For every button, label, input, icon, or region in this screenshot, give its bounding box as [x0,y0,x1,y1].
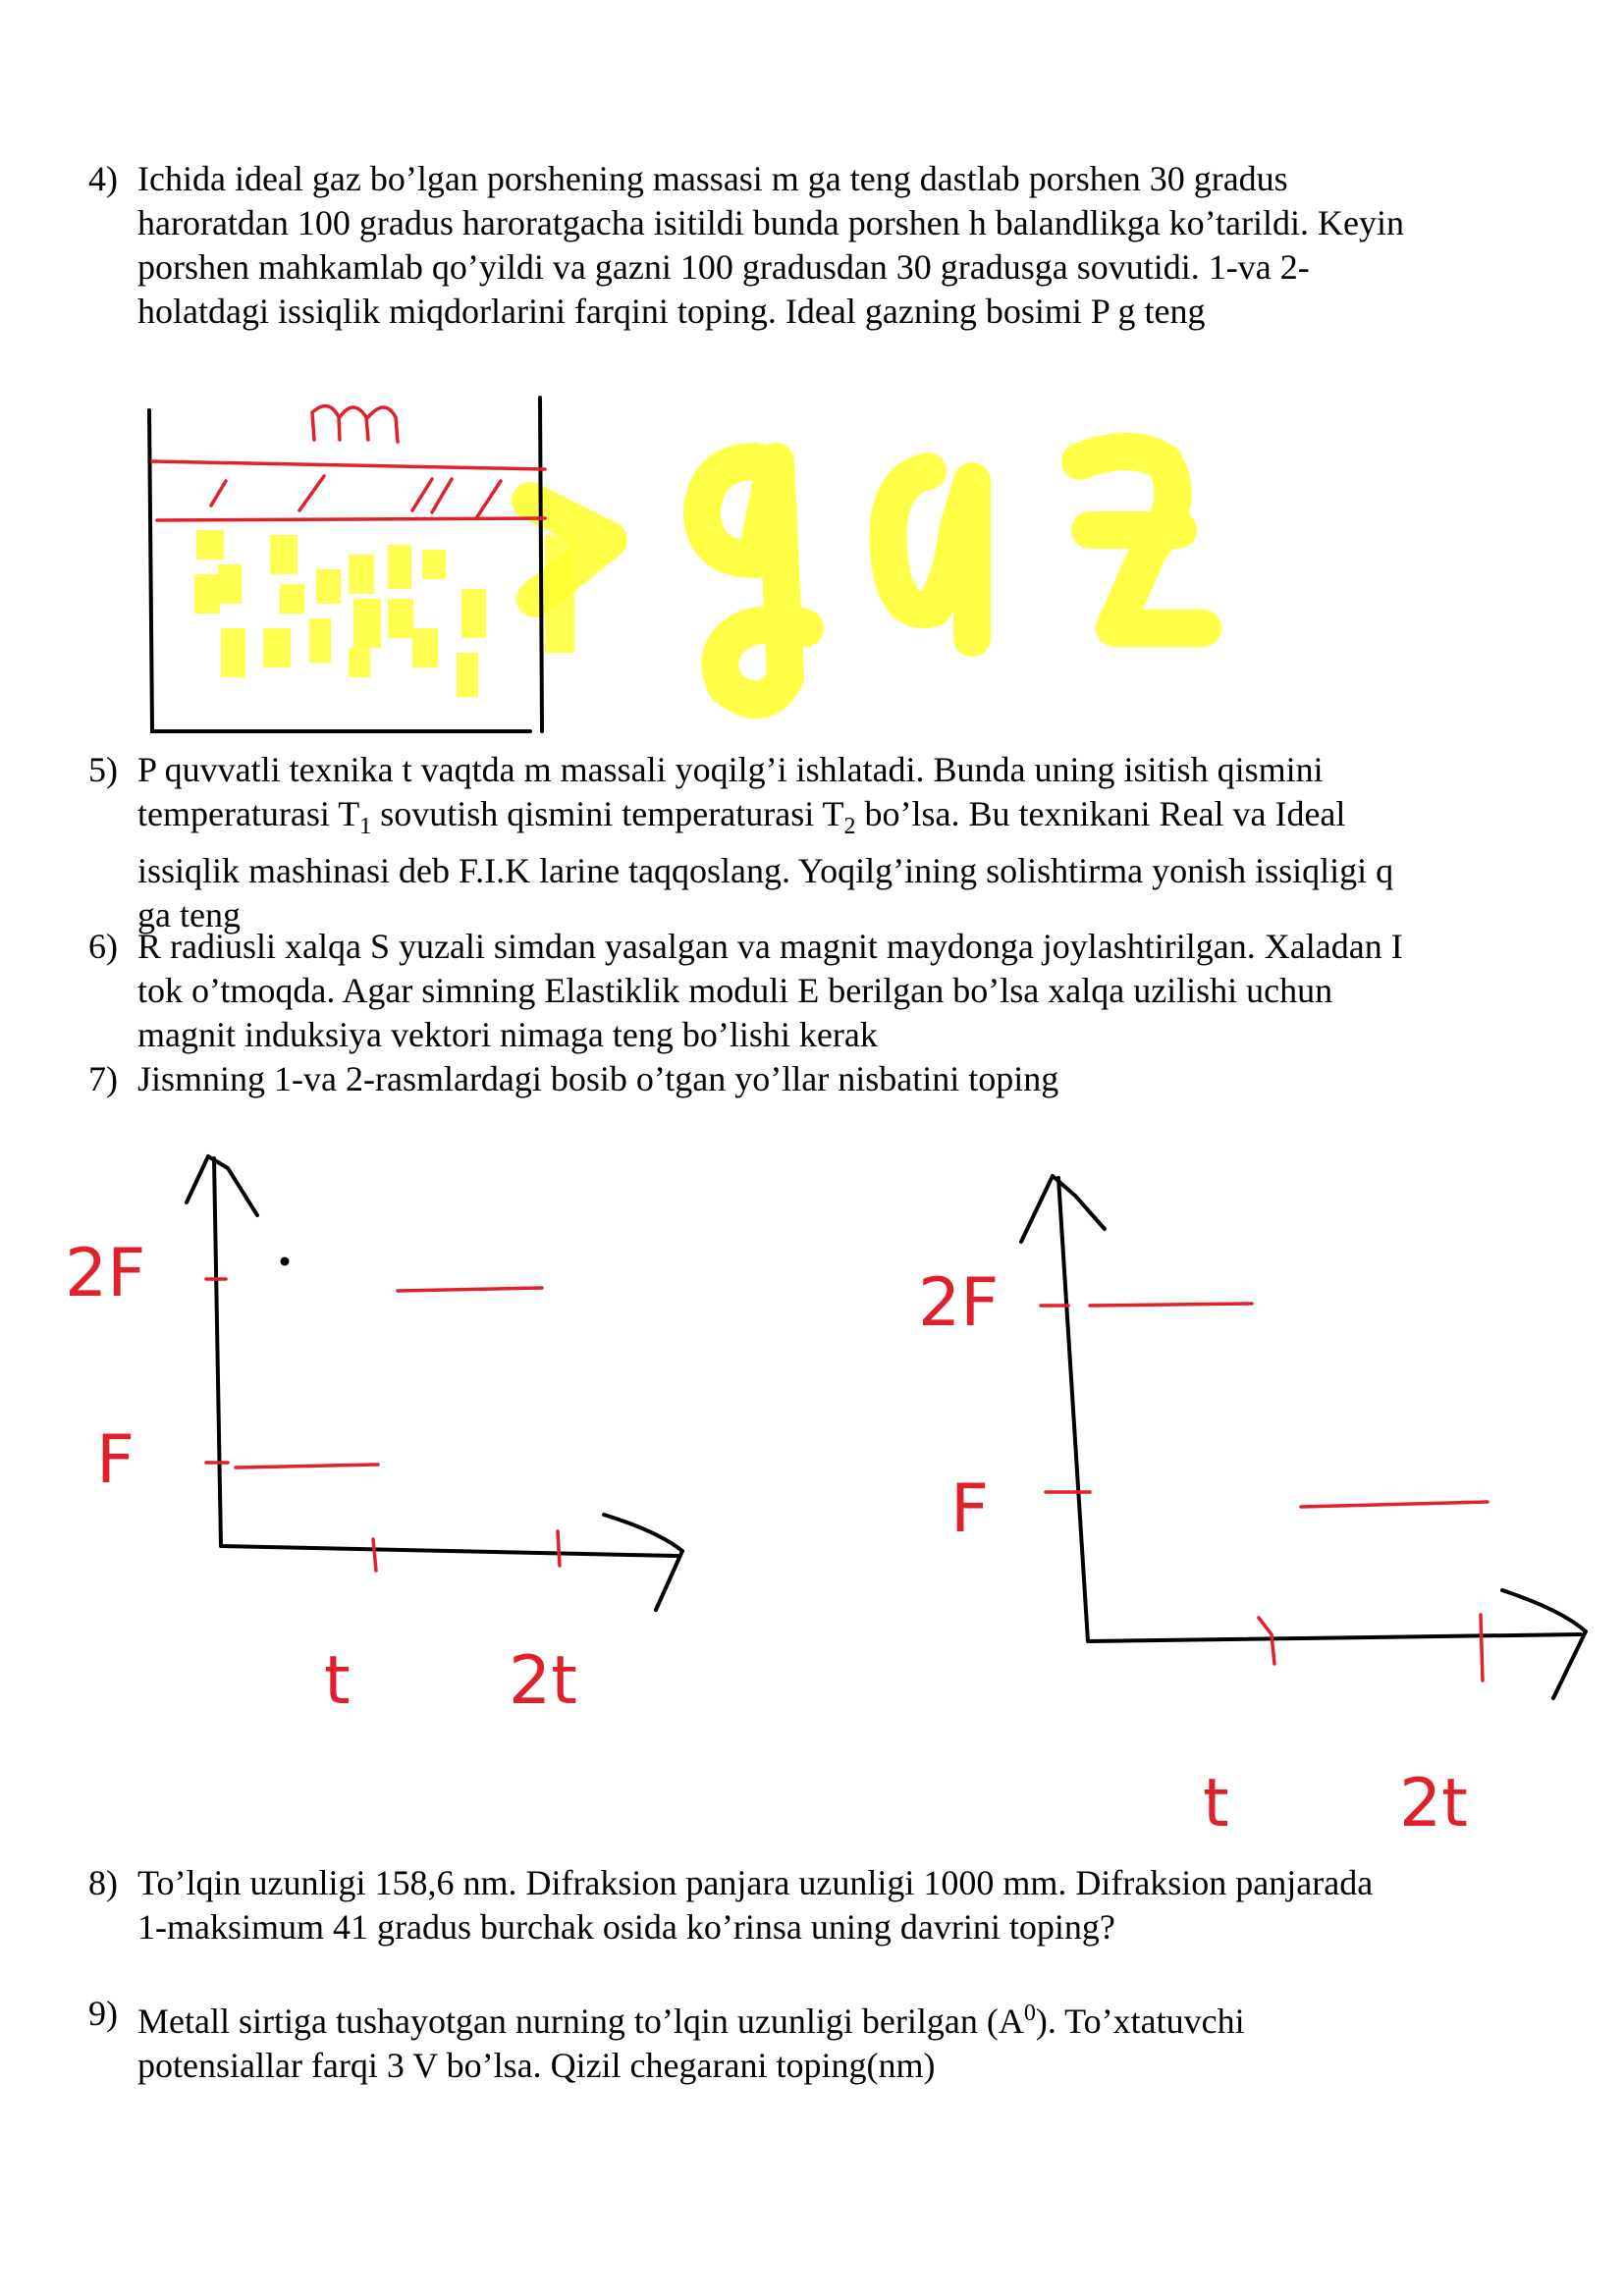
text-line: Jismning 1-va 2-rasmlardagi bosib o’tgan yo’llar nisbatini toping [137,1059,1059,1098]
graph-1-marks [206,1279,560,1571]
question-4 [88,157,1542,334]
question-number: 7) [88,1059,118,1098]
text-line [137,748,1542,792]
question-text [137,1861,1542,1949]
text-run: issiqlik mashinasi deb F.I.K larine taqqoslang. Yoqilg’ining solishtirma yonish issiqligi q [137,851,1394,891]
text-run: P quvvatli texnika t vaqtda m massali yoqilg’i ishlatadi. Bunda uning isitish qismini [137,750,1324,789]
question-number: 9) [88,1994,118,2033]
graph-2-marks [1041,1304,1488,1681]
x-label-2t: 2t [509,1642,577,1720]
text-line: 1-maksimum 41 gradus burchak osida ko’rinsa uning davrini toping? [137,1907,1115,1947]
x-label-t: t [1203,1765,1229,1842]
gaz-highlight-strokes [530,452,1203,700]
text-line: Ichida ideal gaz bo’lgan porshening massasi m ga teng dastlab porshen 30 gradus [137,159,1288,198]
graph-2-axes [1021,1176,1586,1698]
superscript: 0 [1023,2001,1036,2026]
subscript: 1 [359,814,372,840]
question-number: 4) [88,159,118,198]
text-line [137,2044,1542,2088]
question-5 [88,748,1542,937]
x-label-2t: 2t [1399,1765,1468,1842]
text-line [137,1992,1542,2044]
question-text [137,1057,1542,1101]
text-line: porshen mahkamlab qo’yildi va gazni 100 gradusdan 30 gradusga sovutidi. 1-va 2- [137,247,1310,287]
text-run: sovutish qismini temperaturasi T [371,794,844,833]
piston [152,406,545,520]
text-line: holatdagi issiqlik miqdorlarini farqini toping. Ideal gazning bosimi P g teng [137,292,1206,331]
text-run: ). To’xtatuvchi [1035,2002,1245,2041]
question-number: 5) [88,750,118,789]
graph-1 [65,1156,682,1720]
question-text [137,925,1542,1057]
text-line: haroratdan 100 gradus haroratgacha isitildi bunda porshen h balandlikga ko’tarildi. Keyin [137,203,1404,242]
question-text [137,748,1542,937]
container [149,398,542,731]
y-label-f: F [950,1470,990,1548]
text-run: bo’lsa. Bu texnikani Real va Ideal [855,794,1346,833]
question-6 [88,925,1542,1057]
highlight-marks [194,530,574,697]
text-run: temperaturasi T [137,794,360,833]
x-label-t: t [324,1642,351,1720]
question-number: 8) [88,1863,118,1902]
y-label-2f: 2F [918,1264,1000,1342]
text-run: ga teng [137,895,241,935]
text-line: magnit induksiya vektori nimaga teng bo’lishi kerak [137,1015,878,1054]
text-run: potensiallar farqi 3 V bo’lsa. Qizil chegarani toping(nm) [137,2046,936,2085]
mass-label-drawn [312,406,398,442]
graph-2-labels [918,1264,1468,1842]
graph-1-axes [187,1156,682,1610]
graph-2 [918,1176,1586,1842]
y-label-f: F [96,1421,135,1499]
text-line: tok o’tmoqda. Agar simning Elastiklik moduli E berilgan bo’lsa xalqa uzilishi uchun [137,971,1333,1010]
text-line: R radiusli xalqa S yuzali simdan yasalgan va magnit maydonga joylashtirilgan. Xaladan I [137,927,1403,966]
question-text [137,1992,1542,2088]
question-8 [88,1861,1542,1949]
graph-1-labels [65,1235,577,1720]
text-line: To’lqin uzunligi 158,6 nm. Difraksion panjara uzunligi 1000 mm. Difraksion panjarada [137,1863,1374,1902]
text-line [137,849,1542,893]
question-7 [88,1057,1542,1101]
question-9 [88,1992,1542,2088]
question-text [137,157,1542,334]
text-run: Metall sirtiga tushayotgan nurning to’lqin uzunligi berilgan (A [137,2002,1024,2041]
subscript: 2 [843,814,856,840]
question-number: 6) [88,927,118,966]
y-label-2f: 2F [65,1235,146,1312]
text-line [137,792,1542,849]
